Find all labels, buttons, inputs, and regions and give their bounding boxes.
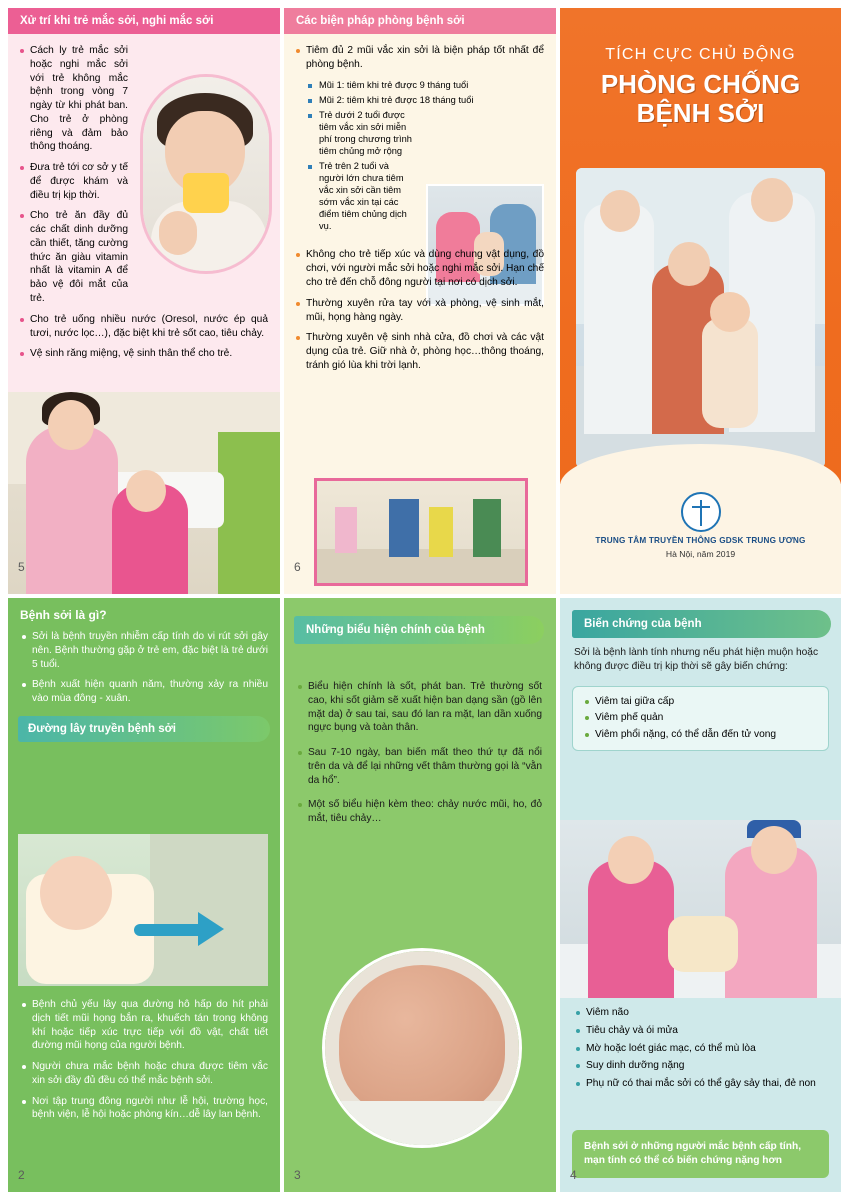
list-item: Trẻ trên 2 tuổi và người lớn chưa tiêm vắc xin sởi cần tiêm sớm vắc xin tại các điểm tiêm chủng dịch vụ. bbox=[308, 160, 416, 232]
cover-title bbox=[560, 46, 841, 128]
panel4-bullets bbox=[574, 1006, 829, 1091]
panel2-subheader: Đường lây truyền bệnh sởi bbox=[18, 716, 270, 742]
panel-symptoms bbox=[284, 598, 556, 1192]
cover-footer bbox=[560, 484, 841, 594]
list-item: Phụ nữ có thai mắc sởi có thể gây sảy thai, đẻ non bbox=[574, 1077, 829, 1091]
panel2-bullets bbox=[20, 630, 268, 706]
panel2-bullets-transmission bbox=[20, 998, 268, 1122]
page-number-6: 6 bbox=[294, 560, 301, 574]
page-number-4: 4 bbox=[570, 1168, 577, 1182]
list-item: Viêm não bbox=[574, 1006, 829, 1020]
list-item: Cho trẻ uống nhiều nước (Oresol, nước ép quả tươi, nước lọc…), đặc biệt khi trẻ sốt cao, tiêu chảy. bbox=[18, 313, 268, 341]
measles-rash-on-back-photo bbox=[322, 948, 522, 1148]
list-item: Tiêu chảy và ói mửa bbox=[574, 1024, 829, 1038]
list-item: Bệnh chủ yếu lây qua đường hô hấp do hít phải dịch tiết mũi họng bắn ra, khuếch tán trong không khí hoặc tiếp xúc trực tiếp với đồ vật, chất tiết đường mũi họng của người bệnh. bbox=[20, 998, 268, 1053]
list-item: Mũi 1: tiêm khi trẻ được 9 tháng tuổi bbox=[308, 79, 544, 91]
cover-organization: TRUNG TÂM TRUYỀN THÔNG GDSK TRUNG ƯƠNG bbox=[595, 536, 806, 545]
panel4-box-list bbox=[583, 695, 818, 742]
list-item: Trẻ dưới 2 tuổi được tiêm vắc xin sởi miễn phí trong chương trình tiêm chủng mở rộng bbox=[308, 109, 416, 157]
list-item: Nơi tập trung đông người như lễ hội, trường học, bệnh viện, lễ hội hoặc phòng kín…dễ lây lan bệnh. bbox=[20, 1095, 268, 1123]
list-item: Bệnh xuất hiện quanh năm, thường xảy ra nhiều vào mùa đông - xuân. bbox=[20, 678, 268, 706]
panel4-header: Biến chứng của bệnh bbox=[572, 610, 831, 638]
panel6-header: Các biện pháp phòng bệnh sởi bbox=[284, 8, 556, 34]
panel3-bullets bbox=[296, 680, 542, 826]
list-item: Đưa trẻ tới cơ sở y tế để được khám và điều trị kịp thời. bbox=[18, 161, 128, 202]
panel-what-is-measles bbox=[8, 598, 280, 1192]
cover-line-1: TÍCH CỰC CHỦ ĐỘNG bbox=[605, 46, 796, 63]
doctors-examining-child-photo bbox=[576, 168, 825, 468]
panel5-header: Xử trí khi trẻ mắc sởi, nghi mắc sởi bbox=[8, 8, 280, 34]
list-item: Viêm tai giữa cấp bbox=[583, 695, 818, 709]
list-item: Viêm phế quản bbox=[583, 711, 818, 725]
list-item: Thường xuyên rửa tay với xà phòng, vệ sinh mắt, mũi, họng hàng ngày. bbox=[294, 297, 544, 325]
list-item: Vệ sinh răng miệng, vệ sinh thân thể cho trẻ. bbox=[18, 347, 268, 361]
child-drinking-photo bbox=[140, 74, 272, 274]
page-number-2: 2 bbox=[18, 1168, 25, 1182]
panel6-bullets-rest bbox=[294, 248, 544, 372]
panel4-complication-box bbox=[572, 686, 829, 751]
panel-handling-measles bbox=[8, 8, 280, 594]
list-item: Không cho trẻ tiếp xúc và dùng chung vật dụng, đồ chơi, với người mắc sởi hoặc nghi mắc sởi. Hạn chế cho trẻ đến chỗ đông người tại nơi có dịch sởi. bbox=[294, 248, 544, 289]
health-cross-logo-icon bbox=[681, 492, 721, 532]
list-item: Người chưa mắc bệnh hoặc chưa được tiêm vắc xin sởi đầy đủ đều có thể mắc bệnh sởi. bbox=[20, 1060, 268, 1088]
page-number-3: 3 bbox=[294, 1168, 301, 1182]
list-item: Sởi là bệnh truyền nhiễm cấp tính do vi rút sởi gây nên. Bệnh thường gặp ở trẻ em, đặc biệt là trẻ dưới 5 tuổi. bbox=[20, 630, 268, 671]
panel4-note: Bệnh sởi ở những người mắc bệnh cấp tính, mạn tính có thể có biến chứng nặng hơn bbox=[572, 1130, 829, 1178]
page-number-5: 5 bbox=[18, 560, 25, 574]
list-item: Biểu hiện chính là sốt, phát ban. Trẻ thường sốt cao, khi sốt giảm sẽ xuất hiện ban dạng sần (gồ lên mặt da) ở sau tai, sau đó lan ra mặt, lan dần xuống ngực bụng và toàn thân. bbox=[296, 680, 542, 735]
cover-city-year: Hà Nội, năm 2019 bbox=[665, 549, 736, 559]
list-item: Cho trẻ ăn đầy đủ các chất dinh dưỡng cần thiết, tăng cường thức ăn giàu vitamin nhất là vitamin A để bảo vệ đôi mắt của trẻ. bbox=[18, 209, 128, 305]
panel-complications bbox=[560, 598, 841, 1192]
list-item: Một số biểu hiện kèm theo: chảy nước mũi, ho, đỏ mắt, tiêu chảy… bbox=[296, 798, 542, 826]
panel6-bullets-top bbox=[294, 44, 544, 72]
baby-in-nursery-photo bbox=[18, 834, 268, 986]
cover-panel bbox=[560, 8, 841, 594]
nurse-examining-child-photo bbox=[560, 820, 841, 998]
panel4-intro: Sởi là bệnh lành tính nhưng nếu phát hiện muộn hoặc không được điều trị kịp thời sẽ gây biến chứng: bbox=[574, 647, 819, 672]
mother-washing-child-hands-photo bbox=[8, 392, 280, 594]
panel3-header: Những biểu hiện chính của bệnh bbox=[294, 616, 544, 644]
arrow-right-icon bbox=[134, 912, 230, 946]
list-item: Mũi 2: tiêm khi trẻ được 18 tháng tuổi bbox=[308, 94, 544, 106]
list-item: Viêm phổi nặng, có thể dẫn đến tử vong bbox=[583, 728, 818, 742]
list-item: Cách ly trẻ mắc sởi hoặc nghi mắc sởi với trẻ không mắc bệnh trong vòng 7 ngày từ khi phát ban. Cho trẻ ở phòng riêng và đảm bảo thông thoáng. bbox=[18, 44, 128, 154]
list-item: Sau 7-10 ngày, ban biến mất theo thứ tự đã nổi trên da và để lại những vết thâm thường gọi là “vằn da hổ”. bbox=[296, 746, 542, 787]
list-item: Mờ hoặc loét giác mạc, có thể mù lòa bbox=[574, 1042, 829, 1056]
list-item: Suy dinh dưỡng nặng bbox=[574, 1059, 829, 1073]
cover-line-2: PHÒNG CHỐNG bbox=[600, 69, 801, 99]
panel-prevention bbox=[284, 8, 556, 594]
list-item: Tiêm đủ 2 mũi vắc xin sởi là biện pháp tốt nhất để phòng bệnh. bbox=[294, 44, 544, 72]
panel2-header: Bệnh sởi là gì? bbox=[20, 608, 107, 622]
children-washing-photo bbox=[314, 478, 528, 586]
cover-line-3: BỆNH SỞI bbox=[636, 98, 765, 129]
list-item: Thường xuyên vệ sinh nhà cửa, đồ chơi và các vật dụng của trẻ. Giữ nhà ở, phòng học…thông thoáng, tránh gió lùa khi trời lạnh. bbox=[294, 331, 544, 372]
